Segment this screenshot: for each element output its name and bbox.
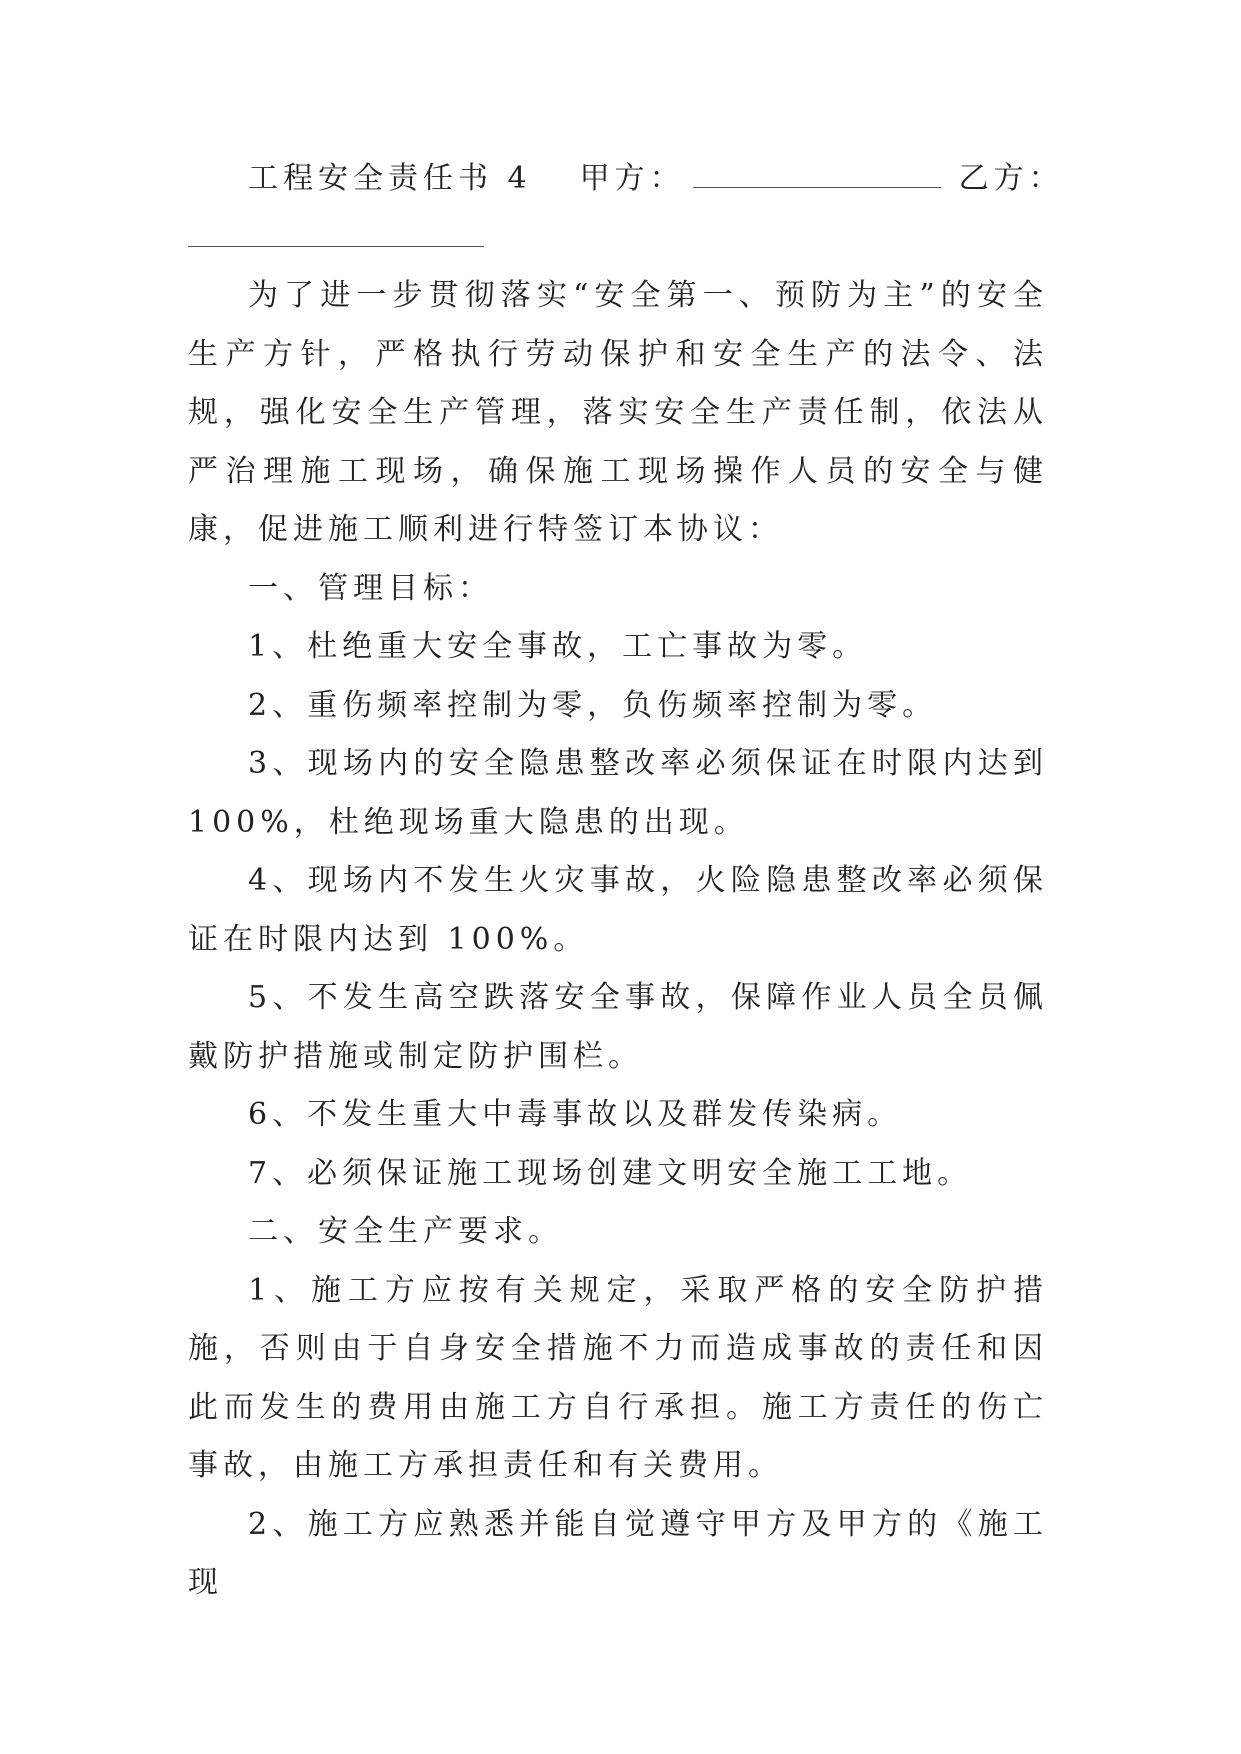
goal-item-7: 7、必须保证施工现场创建文明安全施工工地。: [248, 1155, 973, 1191]
party-b-blank: [188, 224, 484, 247]
section-heading-management-goals: 一、管理目标：: [248, 570, 493, 606]
goal-item-1: 1、杜绝重大安全事故，工亡事故为零。: [248, 629, 868, 664]
document-body: [188, 150, 1064, 1613]
goal-item-6: 6、不发生重大中毒事故以及群发传染病。: [248, 1097, 903, 1132]
goal-item-3: 3、现场内的安全隐患整改率必须保证在时限内达到100%，杜绝现场重大隐患的出现。: [188, 746, 1048, 840]
party-a-blank: [693, 165, 941, 188]
goal-item-5: 5、不发生高空跌落安全事故，保障作业人员全员佩戴防护措施或制定防护围栏。: [188, 980, 1048, 1074]
section-heading-safety-requirements: 二、安全生产要求。: [248, 1214, 563, 1249]
party-a-label: 甲方：: [579, 161, 685, 196]
goal-item-2: 2、重伤频率控制为零，负伤频率控制为零。: [248, 687, 938, 723]
party-b-blank-row: [188, 209, 1048, 268]
goal-item-4: 4、现场内不发生火灾事故，火险隐患整改率必须保证在时限内达到 100%。: [188, 863, 1048, 957]
document-title: 工程安全责任书 4: [248, 161, 532, 196]
intro-paragraph: 为了进一步贯彻落实“安全第一、预防为主”的安全生产方针，严格执行劳动保护和安全生产的法令、法规，强化安全生产管理，落实安全生产责任制，依法从严治理施工现场，确保施工现场操作人员的安全与健康，促进施工顺利进行特签订本协议：: [188, 278, 1048, 547]
party-b-label: 乙方：: [958, 161, 1064, 196]
requirement-item-1: 1、施工方应按有关规定，采取严格的安全防护措施，否则由于自身安全措施不力而造成事故的责任和因此而发生的费用由施工方自行承担。施工方责任的伤亡事故，由施工方承担责任和有关费用。: [188, 1272, 1048, 1483]
requirement-item-2: 2、施工方应熟悉并能自觉遵守甲方及甲方的《施工现: [188, 1506, 1048, 1600]
title-line: [188, 150, 1064, 209]
